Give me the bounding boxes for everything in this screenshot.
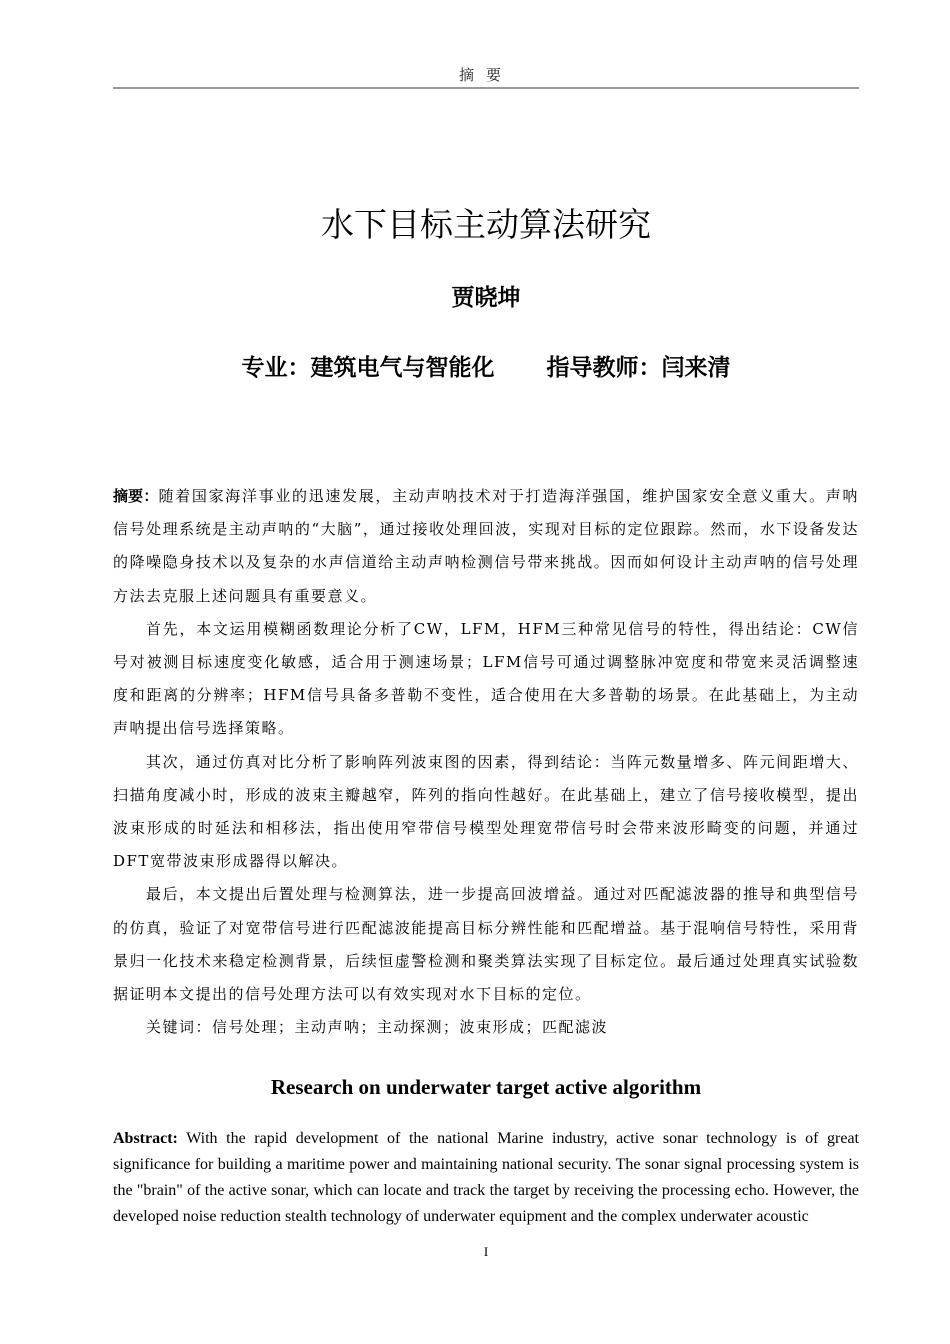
abstract-paragraph-1: 摘要：随着国家海洋事业的迅速发展，主动声呐技术对于打造海洋强国，维护国家安全意义重大。声呐信号处理系统是主动声呐的“大脑”，通过接收处理回波，实现对目标的定位跟踪。然而，水下设备发达的降噪隐身技术以及复杂的水声信道给主动声呐检测信号带来挑战。因而如何设计主动声呐的信号处理方法去克服上述问题具有重要意义。 (113, 487, 859, 605)
english-abstract (113, 1126, 859, 1230)
advisor-value: 闫来清 (661, 354, 731, 381)
english-abstract-label: Abstract: (113, 1130, 178, 1147)
major-label: 专业： (241, 354, 311, 381)
english-title: Research on underwater target active algorithm (270, 1075, 702, 1099)
abstract-label: 摘要： (113, 487, 159, 505)
thesis-title: 水下目标主动算法研究 (321, 205, 651, 244)
keywords: 关键词：信号处理；主动声呐；主动探测；波束形成；匹配滤波 (146, 1018, 609, 1037)
advisor-label: 指导教师： (546, 354, 662, 381)
author-name: 贾晓坤 (451, 284, 521, 311)
abstract-paragraph-4: 最后，本文提出后置处理与检测算法，进一步提高回波增益。通过对匹配滤波器的推导和典型信号的仿真，验证了对宽带信号进行匹配滤波能提高目标分辨性能和匹配增益。基于混响信号特性，采用背景归一化技术来稳定检测背景，后续恒虚警检测和聚类算法实现了目标定位。最后通过处理真实试验数据证明本文提出的信号处理方法可以有效实现对水下目标的定位。 (113, 885, 859, 1004)
meta-info (113, 350, 859, 386)
page-number: I (483, 1244, 489, 1259)
running-header: 摘要 (458, 66, 513, 84)
major-value: 建筑电气与智能化 (310, 354, 495, 381)
chinese-abstract (113, 480, 859, 1044)
abstract-paragraph-3: 其次，通过仿真对比分析了影响阵列波束图的因素，得到结论：当阵元数量增多、阵元间距增大、扫描角度减小时，形成的波束主瓣越窄，阵列的指向性越好。在此基础上，建立了信号接收模型，提出波束形成的时延法和相移法，指出使用窄带信号模型处理宽带信号时会带来波形畸变的问题，并通过DFT宽带波束形成器得以解决。 (113, 752, 859, 871)
header-divider (113, 87, 859, 89)
abstract-paragraph-2: 首先，本文运用模糊函数理论分析了CW，LFM，HFM三种常见信号的特性，得出结论：CW信号对被测目标速度变化敏感，适合用于测速场景；LFM信号可通过调整脉冲宽度和带宽来灵活调整速度和距离的分辨率；HFM信号具备多普勒不变性，适合使用在大多普勒的场景。在此基础上，为主动声呐提出信号选择策略。 (113, 619, 859, 738)
english-abstract-text: With the rapid development of the national Marine industry, active sonar technology is of great significance for building a maritime power and maintaining national security. The sonar signal processing system is the "brain" of the active sonar, which can locate and track the target by receiving the processing echo. However, the developed noise reduction stealth technology of underwater equipment and the complex underwater acoustic (113, 1130, 860, 1225)
